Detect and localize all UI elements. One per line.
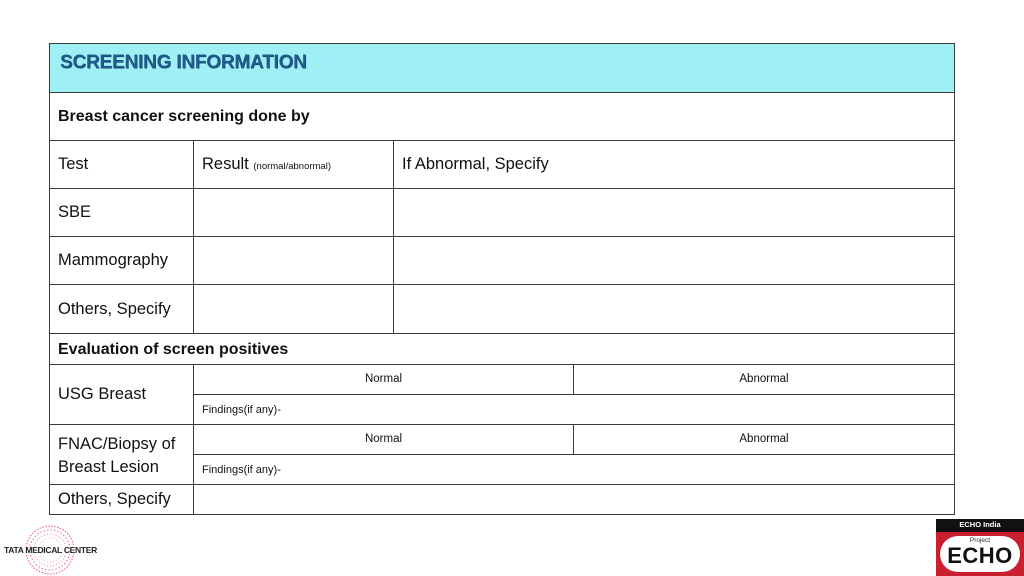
row-fnac-test xyxy=(49,424,194,485)
column-test-label: Test xyxy=(58,155,89,173)
tata-medical-center-logo xyxy=(4,522,104,576)
section-evaluation-title xyxy=(49,333,955,365)
row-usg-test xyxy=(49,364,194,425)
row-others-test xyxy=(49,284,194,334)
row-mammography-result-field[interactable] xyxy=(193,236,394,285)
form-title: SCREENING INFORMATION xyxy=(60,52,307,73)
fnac-abnormal-label: Abnormal xyxy=(739,433,789,445)
usg-abnormal-option[interactable] xyxy=(573,364,955,395)
section-screening-label: Breast cancer screening done by xyxy=(58,108,310,125)
row-sbe-specify-field[interactable] xyxy=(393,188,955,237)
fnac-normal-label: Normal xyxy=(364,433,403,445)
tmc-logo-text: TATA MEDICAL CENTER xyxy=(4,545,97,555)
fnac-normal-option[interactable] xyxy=(193,424,574,455)
row-fnac-label: FNAC/Biopsy of Breast Lesion xyxy=(58,435,176,476)
echo-india-text: ECHO India xyxy=(959,520,1001,529)
section-screening-title xyxy=(49,92,955,141)
fnac-findings-label: Findings(if any)- xyxy=(202,464,281,476)
usg-normal-label: Normal xyxy=(364,373,403,385)
echo-india-band xyxy=(936,519,1024,532)
row-others-specify-field[interactable] xyxy=(393,284,955,334)
result-note: (normal/abnormal) xyxy=(253,161,331,172)
echo-main-text: ECHO xyxy=(947,543,1013,568)
row-mammography-label: Mammography xyxy=(58,251,169,269)
usg-abnormal-label: Abnormal xyxy=(739,373,789,385)
row-usg-label: USG Breast xyxy=(58,385,147,403)
echo-red-frame xyxy=(936,532,1024,576)
row-eval-others-test xyxy=(49,484,194,515)
row-others-result-field[interactable] xyxy=(193,284,394,334)
row-mammography-specify-field[interactable] xyxy=(393,236,955,285)
column-result-header xyxy=(193,140,394,189)
usg-findings-label: Findings(if any)- xyxy=(202,404,281,416)
form-header xyxy=(49,43,955,93)
section-evaluation-label: Evaluation of screen positives xyxy=(58,341,289,358)
row-eval-others-label: Others, Specify xyxy=(58,490,171,508)
column-specify-label: If Abnormal, Specify xyxy=(402,155,549,173)
fnac-abnormal-option[interactable] xyxy=(573,424,955,455)
project-echo-logo xyxy=(936,519,1024,576)
row-sbe-test xyxy=(49,188,194,237)
eval-others-field[interactable] xyxy=(193,484,955,515)
echo-oval xyxy=(940,536,1020,572)
row-others-label: Others, Specify xyxy=(58,300,171,318)
column-result-label xyxy=(202,155,331,174)
column-specify-header xyxy=(393,140,955,189)
usg-normal-option[interactable] xyxy=(193,364,574,395)
usg-findings-field[interactable] xyxy=(193,394,955,425)
row-mammography-test xyxy=(49,236,194,285)
row-sbe-result-field[interactable] xyxy=(193,188,394,237)
echo-project-text: Project xyxy=(969,537,991,544)
fnac-findings-field[interactable] xyxy=(193,454,955,485)
row-sbe-label: SBE xyxy=(58,203,92,221)
result-label-text: Result xyxy=(202,155,249,173)
column-test-header xyxy=(49,140,194,189)
